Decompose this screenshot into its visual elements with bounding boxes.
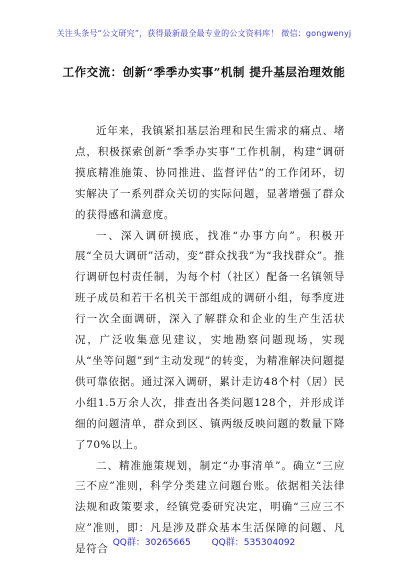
footer-qq-group-2: QQ群：535304092	[211, 538, 296, 548]
paragraph-section-1: 一、深入调研摸底，找准“办事方向”。积极开展“全员大调研”活动，变“群众找我”为“我找群众”。推行调研包村责任制，为每个村（社区）配备一名镇领导班子成员和若干名机关干部组成的调研小组，每季度进行一次全面调研，深入了解群众和企业的生产生活状况，广泛收集意见建议，实地勘察问题现场，实现从“坐等问题”到“主动发现”的转变，为精准解决问题提供可靠依据。通过深入调研，累计走访48个村（居）民小组1.5万余人次，排查出各类问题128个，并形成详细的问题清单，群众到区、镇两级反映问题的数量下降了70%以上。	[75, 229, 345, 451]
footer-qq-group-1: QQ群：30265665	[112, 538, 191, 548]
document-title: 工作交流：创新“季季办实事”机制 提升基层治理效能	[62, 65, 346, 79]
paragraph-intro: 近年来，我镇紧扣基层治理和民生需求的痛点、堵点，积极探索创新“季季办实事”工作机制，构建“调研摸底精准施策、协同推进、监督评估”的工作闭环，切实解决了一系列群众关切的实际问题，显著增强了群众的获得感和满意度。	[75, 125, 345, 221]
footer-contact	[0, 535, 408, 548]
paragraph-section-2: 二、精准施策规划，制定“办事清单”。确立“三应三不应”准则，科学分类建立问题台账。依据相关法律法规和政策要求，经镇党委研究决定，明确“三应三不应”准则，即：凡是涉及群众基本生活保障的问题、凡是符合	[75, 459, 345, 556]
document-body	[75, 121, 345, 560]
header-banner: 关注头条号“公文研究”，获得最新最全最专业的公文资料库！ 微信：gongwenyj	[56, 29, 352, 38]
